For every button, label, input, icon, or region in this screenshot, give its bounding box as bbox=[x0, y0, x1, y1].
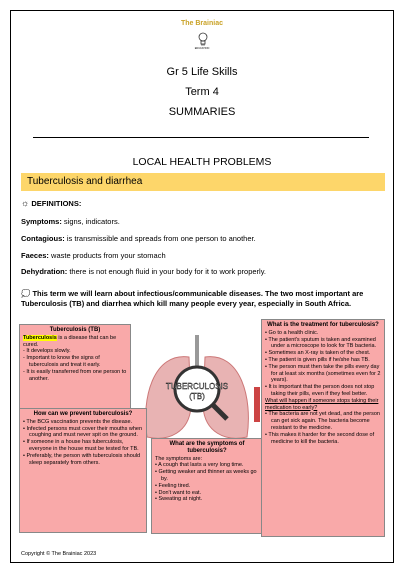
symptoms-lead: The symptoms are: bbox=[155, 455, 203, 462]
prevention-box bbox=[19, 408, 147, 533]
list-item: • It is important that the person does not stop taking their pills, even if they feel better. bbox=[265, 384, 381, 398]
prevention-box-title: How can we prevent tuberculosis? bbox=[33, 411, 133, 417]
intro-text: This term we will learn about infectious/communicable diseases. The two most important are Tuberculosis (TB) and diarrhea which kill many people every year, especially in South Africa. bbox=[21, 289, 364, 308]
list-item: • The BCG vaccination prevents the disease. bbox=[23, 419, 143, 426]
list-item: • Sweating at night. bbox=[155, 496, 259, 503]
definitions-title: DEFINITIONS: bbox=[31, 199, 82, 208]
definition-term: Dehydration: bbox=[21, 267, 68, 276]
topic-bar: Tuberculosis and diarrhea bbox=[21, 173, 385, 191]
brand-name: The Brainiac bbox=[180, 20, 223, 27]
list-item: • The person must then take the pills every day for at least six months (sometimes even for 2 years). bbox=[265, 364, 381, 384]
tb-label-line1: TUBERCULOSIS bbox=[165, 382, 229, 391]
prevention-list bbox=[23, 419, 143, 467]
definition-term: Symptoms: bbox=[21, 217, 62, 226]
symptoms-box-title: What are the symptoms of tuberculosis? bbox=[169, 441, 245, 454]
copyright-footer: Copyright © The Brainiac 2023 bbox=[21, 551, 97, 557]
list-item: • Getting weaker and thinner as weeks go by. bbox=[155, 469, 259, 483]
lightbulb-logo-icon bbox=[198, 32, 208, 48]
definition-row bbox=[21, 217, 120, 226]
section-heading: LOCAL HEALTH PROBLEMS bbox=[132, 156, 272, 168]
symptoms-box bbox=[151, 438, 263, 534]
definition-row bbox=[21, 251, 166, 260]
treatment-box-title: What is the treatment for tuberculosis? bbox=[267, 322, 379, 328]
list-item: • The patient's sputum is taken and examined under a microscope to look for TB bacteria. bbox=[265, 337, 381, 351]
intro-paragraph bbox=[21, 289, 383, 309]
definition-text: signs, indicators. bbox=[61, 217, 120, 226]
definition-text: is transmissible and spreads from one person to another. bbox=[64, 234, 256, 243]
treatment-list-2 bbox=[265, 411, 381, 445]
treatment-box bbox=[261, 319, 385, 537]
symptoms-list bbox=[155, 462, 259, 503]
definition-term: Contagious: bbox=[21, 234, 65, 243]
list-item: • Infected persons must cover their mouths when coughing and must never spit on the ground. bbox=[23, 426, 143, 440]
list-item: • If someone in a house has tuberculosis, everyone in the house must be tested for TB. bbox=[23, 439, 143, 453]
list-item: • Preferably, the person with tuberculosis should sleep separately from others. bbox=[23, 453, 143, 467]
treatment-subhead: What will happen if someone stops taking their medication too early? bbox=[265, 397, 379, 411]
tb-box-lead bbox=[23, 335, 127, 349]
treatment-list bbox=[265, 330, 381, 398]
divider bbox=[33, 137, 369, 138]
definition-text: there is not enough fluid in your body for it to work properly. bbox=[67, 267, 266, 276]
test-tube-icon bbox=[254, 387, 260, 422]
list-item: • Go to a health clinic. bbox=[265, 330, 381, 337]
list-item: • The patient is given pills if he/she has TB. bbox=[265, 357, 381, 364]
sun-icon: ☼ bbox=[21, 198, 30, 208]
list-item: • The bacteria are not yet dead, and the person can get sick again. The bacteria become resistant to the medicine. bbox=[265, 411, 381, 431]
tb-highlight: Tuberculosis bbox=[23, 334, 57, 341]
page-frame bbox=[10, 10, 394, 563]
lungs-illustration-icon bbox=[129, 327, 279, 447]
speech-bubble-icon: 💭 bbox=[21, 289, 31, 298]
definition-text: waste products from your stomach bbox=[48, 251, 166, 260]
summaries-title: SUMMARIES bbox=[168, 106, 236, 118]
definition-term: Faeces: bbox=[21, 251, 49, 260]
list-item: • Don't want to eat. bbox=[155, 490, 259, 497]
logo-caption: EDUCATION bbox=[194, 47, 210, 50]
list-item: - It develops slowly. bbox=[23, 348, 127, 355]
list-item: • Sometimes an X-ray is taken of the chest. bbox=[265, 350, 381, 357]
list-item: • This makes it harder for the second dose of medicine to kill the bacteria. bbox=[265, 432, 381, 446]
list-item: - Important to know the signs of tuberculosis and treat it early. bbox=[23, 355, 127, 369]
grade-title: Gr 5 Life Skills bbox=[166, 66, 238, 78]
definitions-heading bbox=[21, 198, 81, 208]
term-title: Term 4 bbox=[185, 86, 219, 98]
tb-info-box bbox=[19, 324, 131, 410]
tb-box-list bbox=[23, 348, 127, 382]
list-item: - It is easily transferred from one person to another. bbox=[23, 369, 127, 383]
definition-row bbox=[21, 234, 256, 243]
list-item: • A cough that lasts a very long time. bbox=[155, 462, 259, 469]
definition-row bbox=[21, 267, 266, 276]
tb-label-line2: (TB) bbox=[189, 392, 205, 401]
list-item: • Feeling tired. bbox=[155, 483, 259, 490]
tb-box-title: Tuberculosis (TB) bbox=[49, 327, 101, 333]
tb-lead-rest: is a disease that can be cured. bbox=[23, 334, 117, 348]
